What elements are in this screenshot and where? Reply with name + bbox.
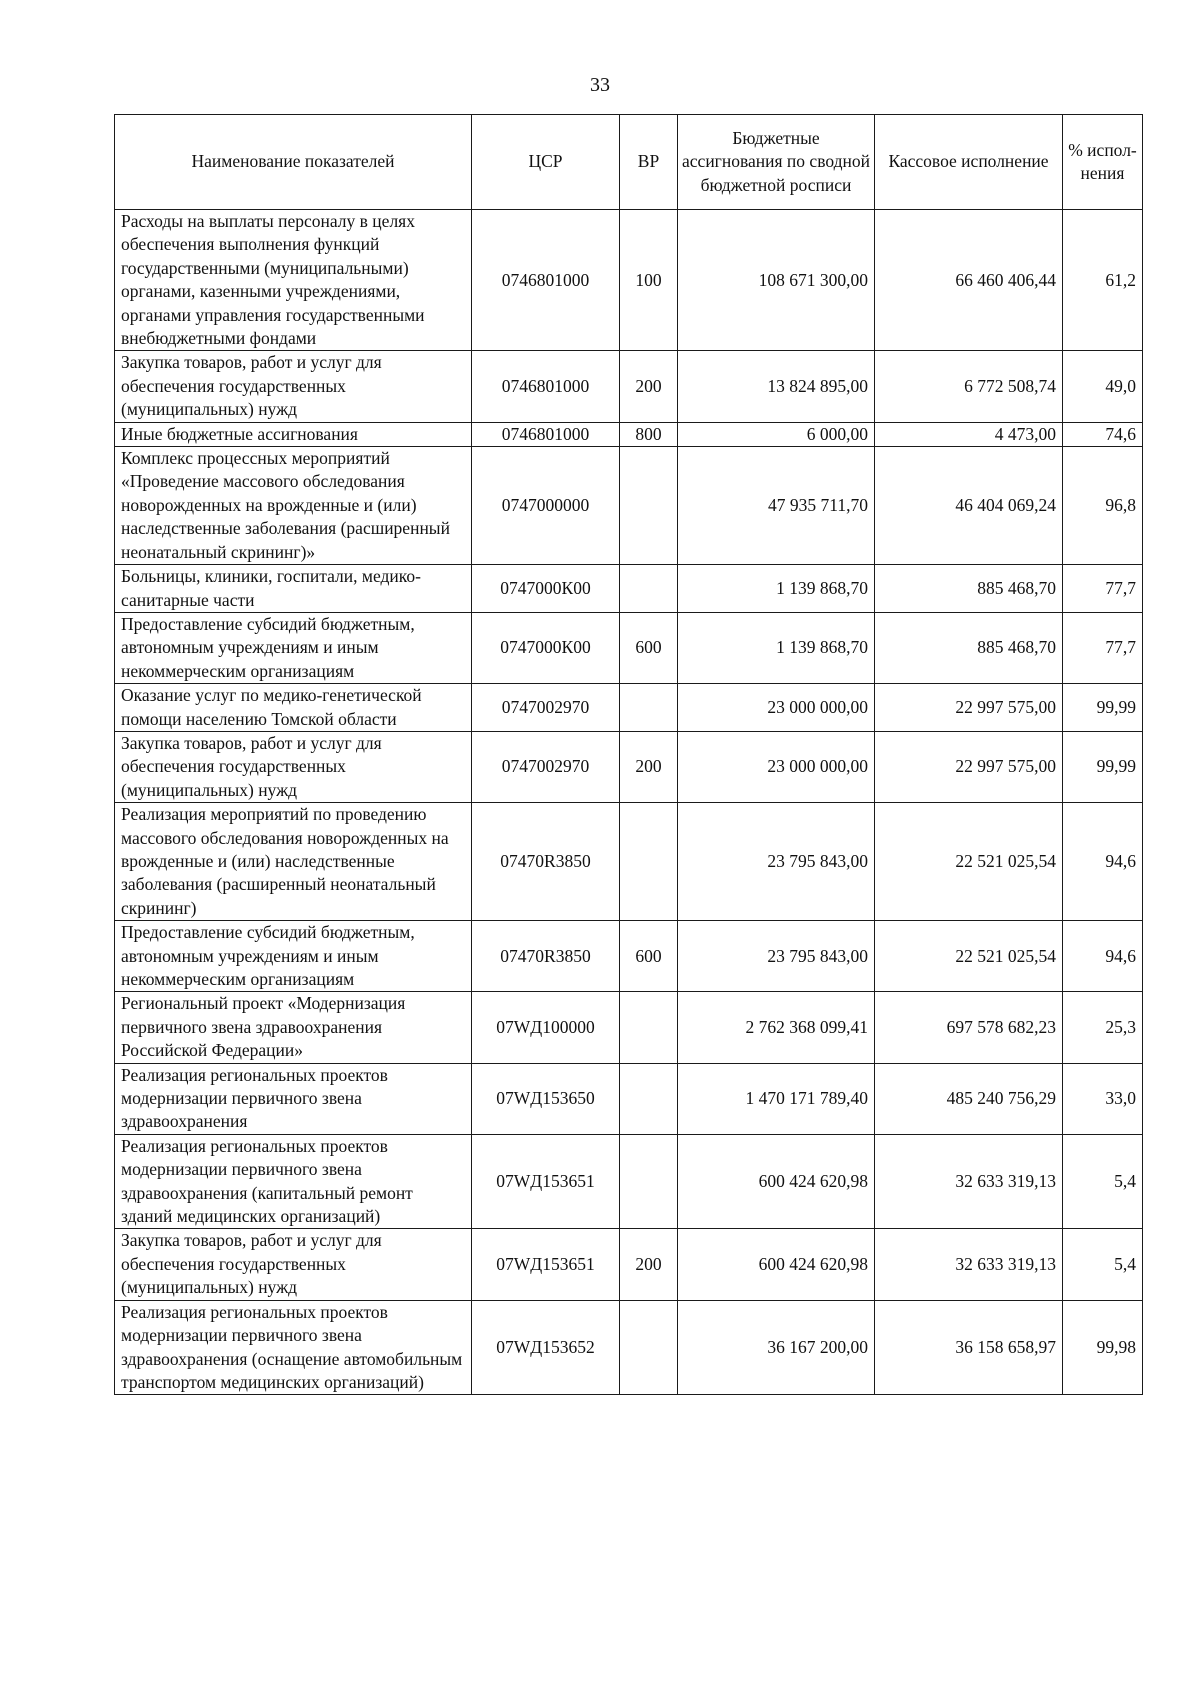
- row-name: Реализация региональных проектов модернизации первичного звена здравоохранения (оснащение автомобильным транспортом медицинских организаций): [115, 1300, 472, 1395]
- row-budget: 13 824 895,00: [678, 351, 875, 422]
- row-budget: 23 000 000,00: [678, 731, 875, 802]
- row-budget: 2 762 368 099,41: [678, 992, 875, 1063]
- row-name: Иные бюджетные ассигнования: [115, 422, 472, 446]
- table-row: [115, 422, 1143, 446]
- table-row: [115, 1063, 1143, 1134]
- row-name: Больницы, клиники, госпитали, медико-санитарные части: [115, 565, 472, 613]
- row-csr: 07WД100000: [472, 992, 620, 1063]
- row-pct: 94,6: [1063, 921, 1143, 992]
- row-csr: 07WД153650: [472, 1063, 620, 1134]
- row-name: Предоставление субсидий бюджетным, автономным учреждениям и иным некоммерческим организациям: [115, 612, 472, 683]
- row-name: Оказание услуг по медико-генетической помощи населению Томской области: [115, 684, 472, 732]
- table-row: [115, 731, 1143, 802]
- row-budget: 23 795 843,00: [678, 803, 875, 921]
- row-budget: 23 000 000,00: [678, 684, 875, 732]
- row-csr: 0746801000: [472, 422, 620, 446]
- row-csr: 07470R3850: [472, 921, 620, 992]
- row-cash: 32 633 319,13: [875, 1134, 1063, 1229]
- budget-table: [114, 114, 1143, 1395]
- table-row: [115, 565, 1143, 613]
- row-cash: 22 997 575,00: [875, 684, 1063, 732]
- row-name: Реализация региональных проектов модернизации первичного звена здравоохранения (капитальный ремонт зданий медицинских организаций): [115, 1134, 472, 1229]
- row-pct: 33,0: [1063, 1063, 1143, 1134]
- row-pct: 77,7: [1063, 612, 1143, 683]
- row-budget: 1 139 868,70: [678, 612, 875, 683]
- row-name: Комплекс процессных мероприятий «Проведение массового обследования новорожденных на врожденные и (или) наследственные заболевания (расширенный неонатальный скрининг)»: [115, 447, 472, 565]
- row-name: Закупка товаров, работ и услуг для обеспечения государственных (муниципальных) нужд: [115, 1229, 472, 1300]
- row-pct: 77,7: [1063, 565, 1143, 613]
- table-header-row: [115, 115, 1143, 210]
- row-pct: 99,98: [1063, 1300, 1143, 1395]
- row-cash: 4 473,00: [875, 422, 1063, 446]
- row-pct: 61,2: [1063, 210, 1143, 351]
- row-pct: 25,3: [1063, 992, 1143, 1063]
- row-cash: 66 460 406,44: [875, 210, 1063, 351]
- row-vr: [620, 565, 678, 613]
- row-csr: 07WД153651: [472, 1134, 620, 1229]
- row-vr: 600: [620, 612, 678, 683]
- row-csr: 0747002970: [472, 731, 620, 802]
- row-name: Реализация региональных проектов модернизации первичного звена здравоохранения: [115, 1063, 472, 1134]
- row-cash: 32 633 319,13: [875, 1229, 1063, 1300]
- row-vr: 600: [620, 921, 678, 992]
- row-cash: 885 468,70: [875, 565, 1063, 613]
- row-csr: 07470R3850: [472, 803, 620, 921]
- row-cash: 22 521 025,54: [875, 921, 1063, 992]
- row-pct: 74,6: [1063, 422, 1143, 446]
- row-name: Закупка товаров, работ и услуг для обеспечения государственных (муниципальных) нужд: [115, 351, 472, 422]
- row-csr: 0746801000: [472, 210, 620, 351]
- row-csr: 07WД153651: [472, 1229, 620, 1300]
- row-pct: 5,4: [1063, 1134, 1143, 1229]
- row-budget: 36 167 200,00: [678, 1300, 875, 1395]
- row-vr: [620, 803, 678, 921]
- row-cash: 885 468,70: [875, 612, 1063, 683]
- row-name: Закупка товаров, работ и услуг для обеспечения государственных (муниципальных) нужд: [115, 731, 472, 802]
- table-row: [115, 612, 1143, 683]
- header-vr: ВР: [620, 115, 678, 210]
- table-row: [115, 803, 1143, 921]
- row-vr: [620, 684, 678, 732]
- table-row: [115, 351, 1143, 422]
- row-name: Предоставление субсидий бюджетным, автономным учреждениям и иным некоммерческим организациям: [115, 921, 472, 992]
- table-row: [115, 1300, 1143, 1395]
- header-name: Наименование показателей: [115, 115, 472, 210]
- row-vr: [620, 1300, 678, 1395]
- row-budget: 108 671 300,00: [678, 210, 875, 351]
- table-row: [115, 921, 1143, 992]
- row-vr: 200: [620, 731, 678, 802]
- row-csr: 0747002970: [472, 684, 620, 732]
- table-row: [115, 210, 1143, 351]
- row-vr: [620, 447, 678, 565]
- row-budget: 1 470 171 789,40: [678, 1063, 875, 1134]
- table-row: [115, 1134, 1143, 1229]
- row-budget: 600 424 620,98: [678, 1229, 875, 1300]
- header-budget: Бюджетные ассигнования по сводной бюджетной росписи: [678, 115, 875, 210]
- row-vr: 100: [620, 210, 678, 351]
- table-row: [115, 992, 1143, 1063]
- row-name: Реализация мероприятий по проведению массового обследования новорожденных на врожденные и (или) наследственные заболевания (расширенный неонатальный скрининг): [115, 803, 472, 921]
- table-body: [115, 210, 1143, 1395]
- header-cash: Кассовое исполнение: [875, 115, 1063, 210]
- row-cash: 6 772 508,74: [875, 351, 1063, 422]
- row-pct: 99,99: [1063, 684, 1143, 732]
- row-cash: 485 240 756,29: [875, 1063, 1063, 1134]
- row-cash: 22 997 575,00: [875, 731, 1063, 802]
- row-name: Региональный проект «Модернизация первичного звена здравоохранения Российской Федерации»: [115, 992, 472, 1063]
- header-pct: % испол-нения: [1063, 115, 1143, 210]
- row-pct: 96,8: [1063, 447, 1143, 565]
- row-cash: 22 521 025,54: [875, 803, 1063, 921]
- row-budget: 6 000,00: [678, 422, 875, 446]
- row-budget: 47 935 711,70: [678, 447, 875, 565]
- row-budget: 600 424 620,98: [678, 1134, 875, 1229]
- row-budget: 1 139 868,70: [678, 565, 875, 613]
- row-name: Расходы на выплаты персоналу в целях обеспечения выполнения функций государственными (муниципальными) органами, казенными учреждениями, органами управления государственными внебюджетными фондами: [115, 210, 472, 351]
- row-vr: [620, 992, 678, 1063]
- row-cash: 697 578 682,23: [875, 992, 1063, 1063]
- row-budget: 23 795 843,00: [678, 921, 875, 992]
- row-vr: 200: [620, 1229, 678, 1300]
- row-pct: 94,6: [1063, 803, 1143, 921]
- row-pct: 99,99: [1063, 731, 1143, 802]
- row-vr: [620, 1134, 678, 1229]
- table-row: [115, 1229, 1143, 1300]
- row-csr: 0746801000: [472, 351, 620, 422]
- row-csr: 07WД153652: [472, 1300, 620, 1395]
- page-number: 33: [590, 74, 610, 96]
- row-cash: 46 404 069,24: [875, 447, 1063, 565]
- row-csr: 0747000000: [472, 447, 620, 565]
- row-vr: 800: [620, 422, 678, 446]
- row-csr: 0747000К00: [472, 565, 620, 613]
- header-csr: ЦСР: [472, 115, 620, 210]
- row-vr: [620, 1063, 678, 1134]
- row-pct: 49,0: [1063, 351, 1143, 422]
- row-vr: 200: [620, 351, 678, 422]
- table-row: [115, 447, 1143, 565]
- row-csr: 0747000К00: [472, 612, 620, 683]
- table-row: [115, 684, 1143, 732]
- row-pct: 5,4: [1063, 1229, 1143, 1300]
- row-cash: 36 158 658,97: [875, 1300, 1063, 1395]
